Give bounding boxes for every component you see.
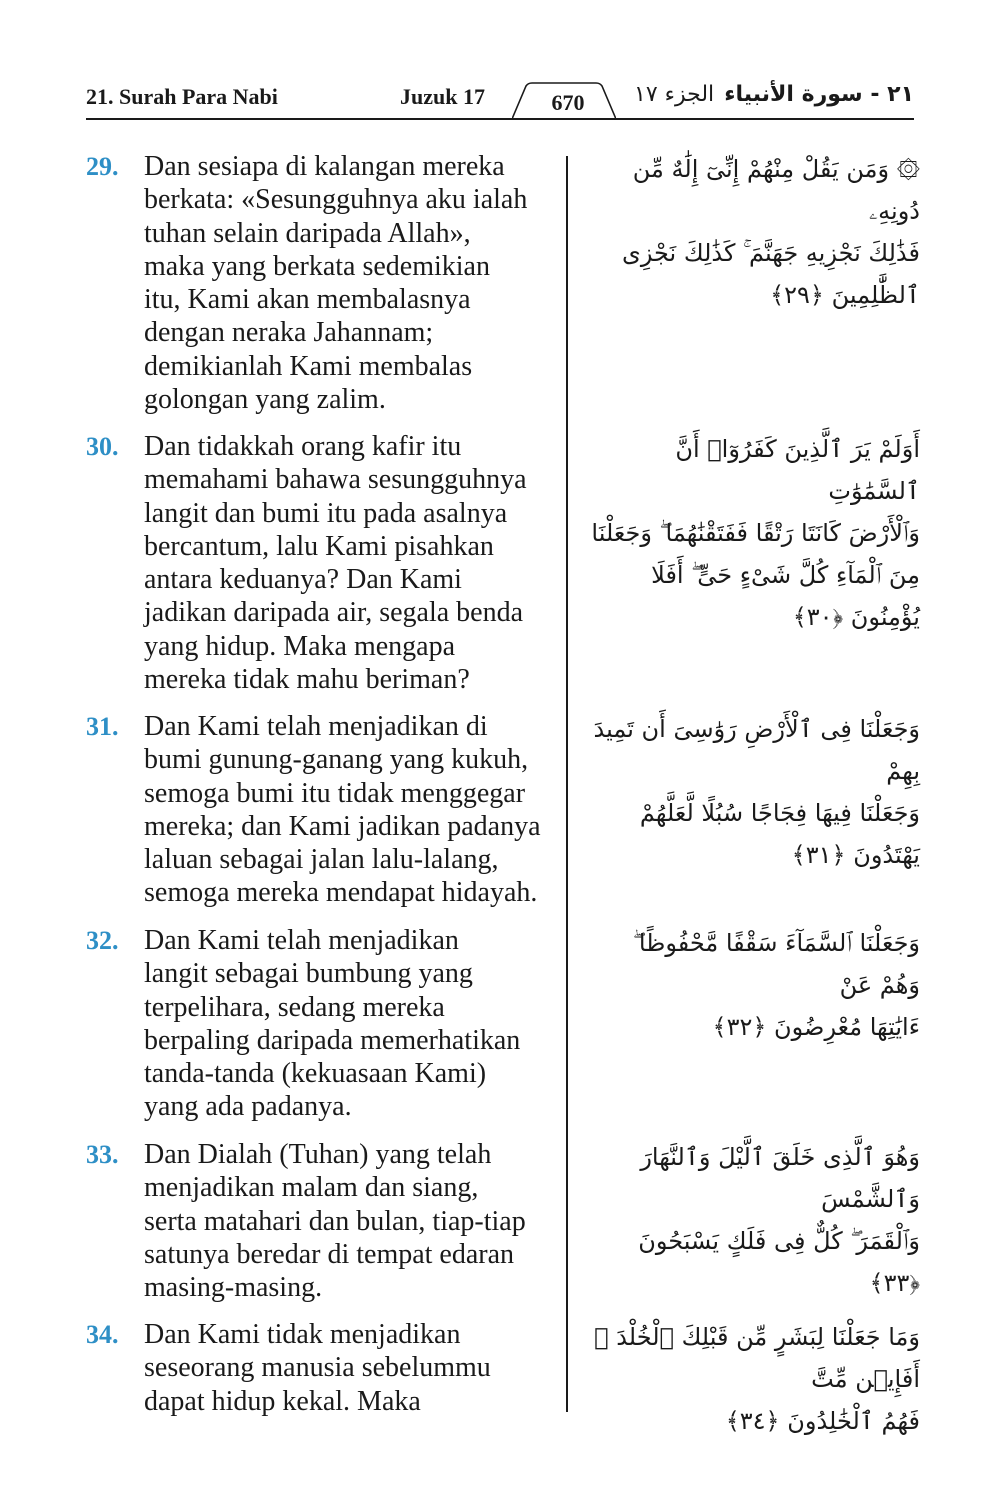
juz-arabic: الجزء ١٧: [634, 82, 715, 107]
surah-title-arabic: ٢١ - سورة الأنبياء: [724, 82, 914, 107]
verse-arabic: وَجَعَلْنَا فِى ٱلْأَرْضِ رَوَٰسِىَ أَن تَمِيدَ بِهِمْ وَجَعَلْنَا فِيهَا فِجَاجًا سُبُلًا لَّعَلَّهُمْ يَهْتَدُونَ ﴿٣١﴾: [593, 715, 920, 869]
page-header: [86, 82, 914, 122]
verse-arabic: أَوَلَمْ يَرَ ٱلَّذِينَ كَفَرُوٓا۟ أَنَّ ٱلسَّمَٰوَٰتِ وَٱلْأَرْضَ كَانَتَا رَتْقًا فَفَتَقْنَٰهُمَا ۖ وَجَعَلْنَا مِنَ ٱلْمَآءِ كُلَّ شَىْءٍ حَىٍّ ۖ أَفَلَا يُؤْمِنُونَ ﴿٣٠﴾: [591, 435, 920, 631]
header-rule: [86, 118, 914, 120]
verse-translation: Dan sesiapa di kalangan mereka berkata: «Sesungguhnya aku ialah tuhan selain daripada Allah», maka yang berkata sedemikian itu, Kami akan membalasnya dengan neraka Jahannam; demikianlah Kami membalas golongan yang zalim.: [144, 151, 528, 416]
verse-number: 30.: [86, 432, 119, 461]
verse-translation: Dan Kami tidak menjadikan seseorang manusia sebelummu dapat hidup kekal. Maka: [144, 1319, 491, 1417]
verse-arabic: وَهُوَ ٱلَّذِى خَلَقَ ٱلَّيْلَ وَٱلنَّهَارَ وَٱلشَّمْسَ وَٱلْقَمَرَ ۖ كُلٌّ فِى فَلَكٍ يَسْبَحُونَ ﴿٣٣﴾: [638, 1143, 920, 1297]
verse-number: 32.: [86, 926, 119, 955]
column-divider: [566, 156, 568, 1412]
verse-translation: Dan Kami telah menjadikan langit sebagai bumbung yang terpelihara, sedang mereka berpaling daripada memerhatikan tanda-tanda (kekuasaan Kami) yang ada padanya.: [144, 925, 521, 1123]
verse-arabic: وَمَا جَعَلْنَا لِبَشَرٍ مِّن قَبْلِكَ ٱلْخُلْدَ ۖ أَفَإِي۟ن مِّتَّ فَهُمُ ٱلْخَٰلِدُونَ ﴿٣٤﴾: [594, 1323, 920, 1435]
verse-translation: Dan Kami telah menjadikan di bumi gunung-ganang yang kukuh, semoga bumi itu tidak menggegar mereka; dan Kami jadikan padanya laluan sebagai jalan lalu-lalang, semoga mereka mendapat hidayah.: [144, 711, 541, 909]
verse-number: 29.: [86, 152, 119, 181]
verse-number: 31.: [86, 712, 119, 741]
surah-title-latin: 21. Surah Para Nabi: [86, 84, 278, 109]
verse-number: 33.: [86, 1140, 119, 1169]
verse-arabic: ۞ وَمَن يَقُلْ مِنْهُمْ إِنِّىٓ إِلَٰهٌ مِّن دُونِهِۦ فَذَٰلِكَ نَجْزِيهِ جَهَنَّمَ ۚ كَذَٰلِكَ نَجْزِى ٱلظَّٰلِمِينَ ﴿٢٩﴾: [622, 155, 920, 309]
verse-number: 34.: [86, 1320, 119, 1349]
verse-translation: Dan Dialah (Tuhan) yang telah menjadikan malam dan siang, serta matahari dan bulan, tiap-tiap satunya beredar di tempat edaran masing-masing.: [144, 1139, 526, 1304]
juzuk-label: Juzuk 17: [400, 84, 485, 109]
verse-translation: Dan tidakkah orang kafir itu memahami bahawa sesungguhnya langit dan bumi itu pada asalnya bercantum, lalu Kami pisahkan antara keduanya? Dan Kami jadikan daripada air, segala benda yang hidup. Maka mengapa mereka tidak mahu beriman?: [144, 431, 527, 696]
verse-arabic: وَجَعَلْنَا ٱلسَّمَآءَ سَقْفًا مَّحْفُوظًا ۖ وَهُمْ عَنْ ءَايَٰتِهَا مُعْرِضُونَ ﴿٣٢﴾: [632, 929, 920, 1041]
page-number: 670: [551, 90, 585, 115]
